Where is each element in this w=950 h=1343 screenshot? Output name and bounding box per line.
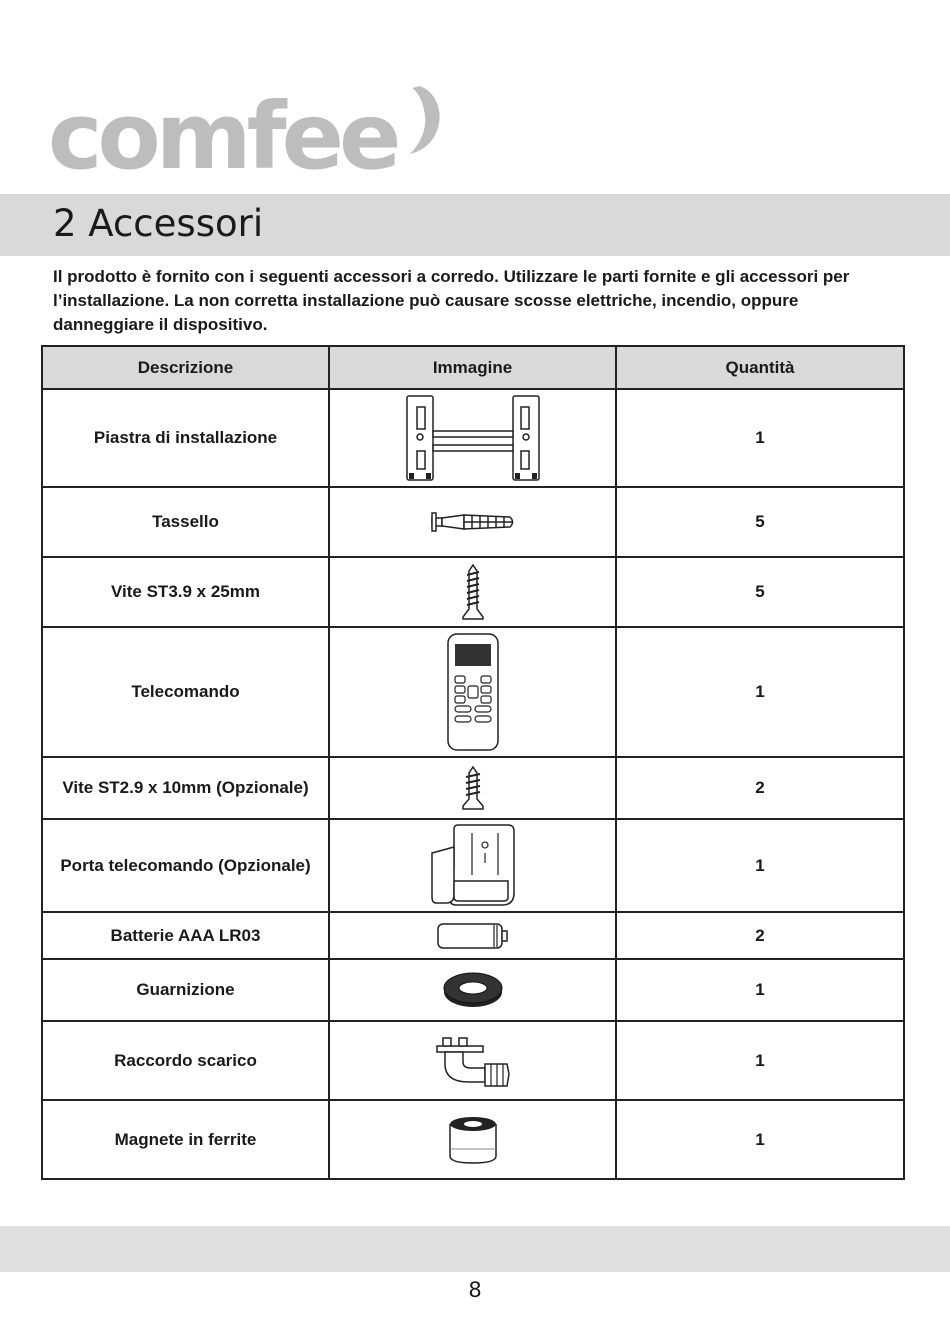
table-row <box>42 389 904 487</box>
wall-anchor-icon <box>430 509 516 535</box>
row-description: Guarnizione <box>42 959 329 1021</box>
seal-ring-icon <box>441 970 505 1010</box>
row-description: Vite ST2.9 x 10mm (Opzionale) <box>42 757 329 819</box>
row-quantity: 2 <box>616 912 904 959</box>
drain-joint-icon <box>433 1034 513 1088</box>
row-description: Magnete in ferrite <box>42 1100 329 1179</box>
row-quantity: 1 <box>616 1021 904 1100</box>
section-title: 2 Accessori <box>53 202 264 245</box>
row-quantity: 1 <box>616 819 904 912</box>
table-row <box>42 627 904 757</box>
table-row <box>42 557 904 627</box>
mounting-plate-icon <box>403 393 543 483</box>
battery-icon <box>436 921 510 951</box>
row-description: Tassello <box>42 487 329 557</box>
row-description: Telecomando <box>42 627 329 757</box>
ferrite-magnet-icon <box>447 1115 499 1165</box>
row-quantity: 5 <box>616 487 904 557</box>
table-row <box>42 959 904 1021</box>
footer-band <box>0 1226 950 1272</box>
row-quantity: 1 <box>616 959 904 1021</box>
intro-paragraph: Il prodotto è fornito con i seguenti accessori a corredo. Utilizzare le parti fornite e gli accessori per l’installazione. La non corretta installazione può causare scosse elettriche, incendio, oppure danneggiare il dispositivo. <box>53 267 850 334</box>
row-description: Raccordo scarico <box>42 1021 329 1100</box>
table-row <box>42 819 904 912</box>
row-description: Vite ST3.9 x 25mm <box>42 557 329 627</box>
table-row <box>42 487 904 557</box>
table-header-row <box>42 346 904 389</box>
remote-control-icon <box>446 632 500 752</box>
column-header-image: Immagine <box>329 346 616 389</box>
column-header-description: Descrizione <box>42 346 329 389</box>
table-row <box>42 757 904 819</box>
comfee-logo <box>48 80 448 180</box>
table-row <box>42 912 904 959</box>
page-number: 8 <box>468 1278 482 1302</box>
svg-text:comfee: comfee <box>48 83 397 180</box>
short-screw-icon <box>461 765 485 811</box>
row-description: Piastra di installazione <box>42 389 329 487</box>
long-screw-icon <box>462 563 484 621</box>
row-quantity: 1 <box>616 1100 904 1179</box>
table-row <box>42 1021 904 1100</box>
row-quantity: 5 <box>616 557 904 627</box>
row-quantity: 1 <box>616 389 904 487</box>
row-quantity: 1 <box>616 627 904 757</box>
remote-holder-icon <box>428 823 518 909</box>
accessories-table <box>41 345 905 1180</box>
table-row <box>42 1100 904 1179</box>
row-description: Porta telecomando (Opzionale) <box>42 819 329 912</box>
row-description: Batterie AAA LR03 <box>42 912 329 959</box>
column-header-quantity: Quantità <box>616 346 904 389</box>
row-quantity: 2 <box>616 757 904 819</box>
